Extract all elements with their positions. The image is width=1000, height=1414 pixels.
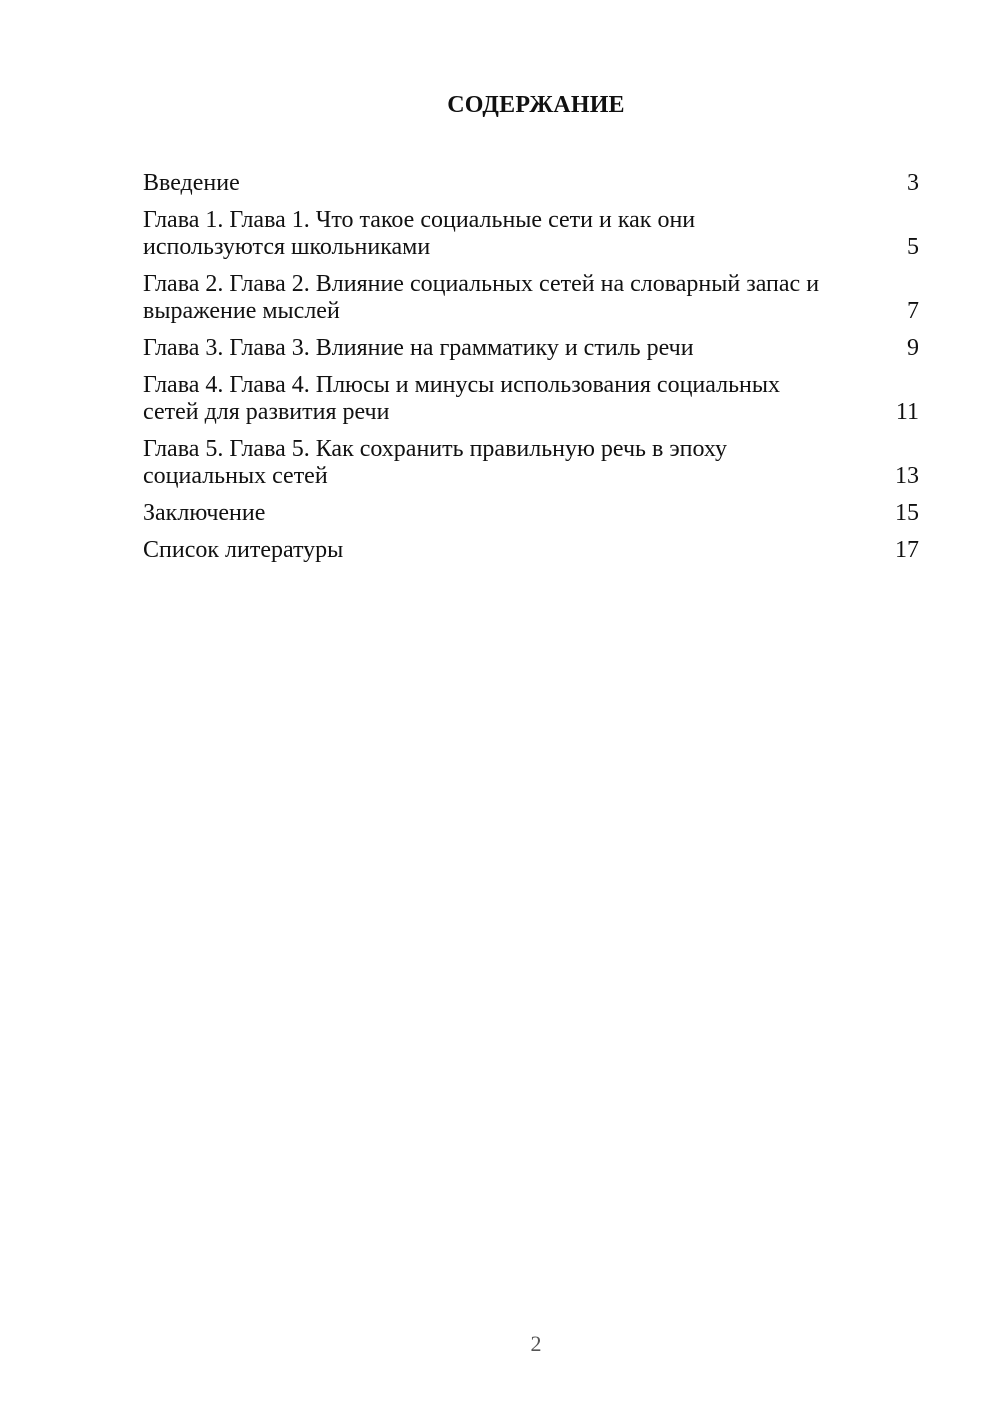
toc-item-chapter-4	[143, 372, 919, 426]
toc-item-page: 5	[907, 234, 919, 260]
toc-item-text: Глава 1. Глава 1. Что такое социальные сети и как они используются школьниками	[143, 207, 696, 260]
toc-item-text: Глава 5. Глава 5. Как сохранить правильную речь в эпоху социальных сетей	[143, 436, 727, 489]
toc-item-chapter-2	[143, 271, 919, 325]
page-number: 2	[530, 1331, 542, 1356]
toc-item-introduction	[143, 170, 919, 197]
toc-item-chapter-5	[143, 436, 919, 490]
toc-item-conclusion	[143, 500, 919, 527]
toc-item-page: 7	[907, 298, 919, 324]
table-of-contents	[143, 170, 919, 574]
toc-item-page: 15	[895, 500, 919, 526]
toc-item-text: Заключение	[143, 500, 266, 526]
toc-item-page: 9	[907, 335, 919, 361]
toc-item-text: Глава 3. Глава 3. Влияние на грамматику и стиль речи	[143, 335, 694, 361]
toc-item-chapter-3	[143, 335, 919, 362]
toc-item-text: Глава 2. Глава 2. Влияние социальных сетей на словарный запас и выражение мыслей	[143, 271, 820, 324]
toc-item-references	[143, 537, 919, 564]
toc-item-text: Глава 4. Глава 4. Плюсы и минусы использования социальных сетей для развития речи	[143, 372, 781, 425]
toc-item-page: 13	[895, 463, 919, 489]
toc-item-text: Список литературы	[143, 537, 344, 563]
toc-item-page: 3	[907, 170, 919, 196]
toc-item-chapter-1	[143, 207, 919, 261]
toc-title: СОДЕРЖАНИЕ	[447, 92, 625, 118]
toc-item-text: Введение	[143, 170, 240, 196]
toc-item-page: 11	[895, 399, 919, 425]
toc-item-page: 17	[895, 537, 919, 563]
